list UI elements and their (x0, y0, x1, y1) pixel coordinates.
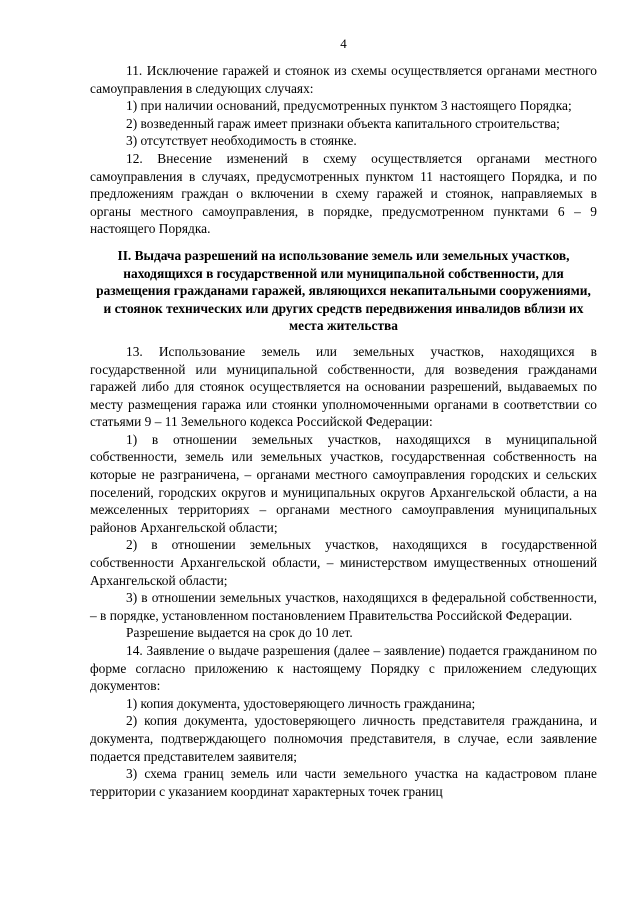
paragraph-term: Разрешение выдается на срок до 10 лет. (126, 625, 353, 641)
list-item: 3) отсутствует необходимость в стоянке. (126, 133, 357, 149)
list-item: 3) в отношении земельных участков, находящихся в федеральной собственности, – в порядке, установленном постановлением Правительства Российской Федерации. (90, 590, 597, 623)
list-item: 3) схема границ земель или части земельного участка на кадастровом плане территории с указанием координат характерных точек границ (90, 766, 597, 799)
paragraph-11: 11. Исключение гаражей и стоянок из схемы осуществляется органами местного самоуправления в следующих случаях: (90, 63, 597, 96)
list-item: 2) копия документа, удостоверяющего личность представителя гражданина, и документа, подтверждающего полномочия представителя, в случае, если заявление подается представителем заявителя; (90, 713, 597, 764)
list-item: 2) возведенный гараж имеет признаки объекта капитального строительства; (126, 115, 560, 131)
list-item: 1) при наличии оснований, предусмотренных пунктом 3 настоящего Порядка; (126, 98, 572, 114)
list-item: 1) в отношении земельных участков, находящихся в муниципальной собственности, земель или земельных участков, государственная собственность на которые не разграничена, – органами местного самоуправления городских и сельских поселений, городских округов и муниципальных округов Архангельской области, а на межселенных территориях – органами местного самоуправления муниципальных районов Архангельской области; (90, 431, 597, 535)
list-item: 2) в отношении земельных участков, находящихся в государственной собственности Архангельской области, – министерством имущественных отношений Архангельской области; (90, 537, 597, 588)
paragraph-13: 13. Использование земель или земельных участков, находящихся в государственной или муниципальной собственности, для возведения гражданами гаражей либо для стоянок осуществляется на основании разрешений, выдаваемых по месту размещения гаража или стоянки уполномоченными органами в соответствии со статьями 9 – 11 Земельного кодекса Российской Федерации: (90, 343, 597, 430)
paragraph-12: 12. Внесение изменений в схему осуществляется органами местного самоуправления в случаях, предусмотренных пунктом 11 настоящего Порядка, и по предложениям граждан о включении в схему гаражей и стоянок, направляемых в органы местного самоуправления, в порядке, предусмотренном пунктами 6 – 9 настоящего Порядка. (90, 150, 597, 237)
paragraph-14: 14. Заявление о выдаче разрешения (далее – заявление) подается гражданином по форме согласно приложению к настоящему Порядку с приложением следующих документов: (90, 643, 597, 694)
section-heading: II. Выдача разрешений на использование земель или земельных участков, находящихся в государственной или муниципальной собственности, для размещения гражданами гаражей, являющихся некапитальными сооружениями, и стоянок технических или других средств передвижения инвалидов вблизи их места жительства (96, 247, 591, 334)
page-number: 4 (340, 36, 347, 51)
list-item: 1) копия документа, удостоверяющего личность гражданина; (126, 695, 476, 711)
document-body (90, 62, 597, 800)
